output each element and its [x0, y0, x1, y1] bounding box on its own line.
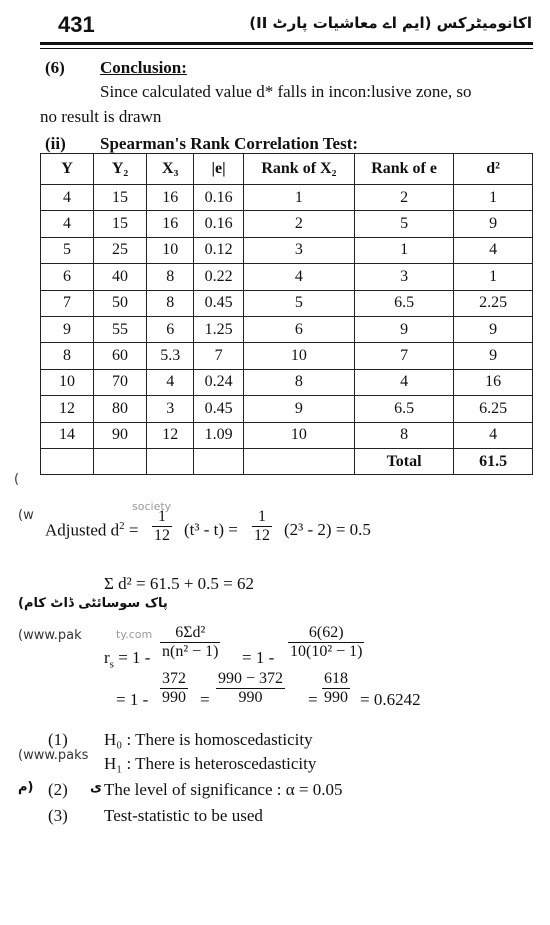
table-cell: 0.22 — [194, 264, 243, 290]
table-cell: 12 — [147, 422, 194, 448]
table-cell: 55 — [94, 316, 147, 342]
adjusted-d2-label: Adjusted $d^2$ = — [45, 520, 139, 540]
table-cell: 0.16 — [194, 211, 243, 237]
table-cell: 4 — [454, 422, 533, 448]
table-cell: 60 — [94, 343, 147, 369]
header-abs-e: |e| — [194, 154, 243, 185]
table-cell: 4 — [243, 264, 354, 290]
section-number: (6) — [45, 58, 65, 77]
table-cell: 5 — [41, 237, 94, 263]
header-rule-thin — [40, 48, 533, 49]
table-cell: 70 — [94, 369, 147, 395]
subsection-number: (ii) — [45, 134, 66, 153]
table-cell: 8 — [41, 343, 94, 369]
table-row — [41, 211, 533, 237]
table-cell — [194, 448, 243, 474]
table-cell: 0.24 — [194, 369, 243, 395]
table-row — [41, 343, 533, 369]
table-cell: 1 — [454, 185, 533, 211]
table-cell: 3 — [147, 396, 194, 422]
significance-level: The level of significance : α = 0.05 — [104, 780, 343, 799]
table-row — [41, 237, 533, 263]
table-cell: 4 — [454, 237, 533, 263]
table-cell: 10 — [147, 237, 194, 263]
rs-fraction-2: $\frac{6(62)}{\text{10(10² − 1)}}$ — [290, 624, 363, 660]
adjusted-fraction-1: $\frac{1}{12}$ — [154, 508, 170, 544]
table-cell: 7 — [354, 343, 453, 369]
margin-paren: ( — [14, 472, 20, 487]
header-rank-x2: Rank of X₂ — [243, 154, 354, 185]
adjusted-result: (2³ - 2) = 0.5 — [284, 520, 371, 539]
table-row — [41, 290, 533, 316]
header-d2: d² — [454, 154, 533, 185]
table-cell: 4 — [354, 369, 453, 395]
table-cell: 50 — [94, 290, 147, 316]
table-cell: 16 — [147, 211, 194, 237]
table-cell: 40 — [94, 264, 147, 290]
table-cell: 6 — [147, 316, 194, 342]
table-total-row — [41, 448, 533, 474]
adjusted-fraction-2: $\frac{1}{12}$ — [254, 508, 270, 544]
header-y2: Y₂ — [94, 154, 147, 185]
rs-line3-fraction-2: $\frac{990 - 372}{990}$ — [218, 670, 284, 706]
item-number: (1) — [48, 730, 68, 749]
table-cell: 5 — [243, 290, 354, 316]
section-title: Conclusion: — [100, 58, 187, 77]
table-cell: 8 — [243, 369, 354, 395]
table-header-row — [41, 154, 533, 185]
table-cell: 0.45 — [194, 290, 243, 316]
rs-line3-fraction-3: $\frac{618}{990}$ — [324, 670, 348, 706]
table-cell: 3 — [243, 237, 354, 263]
rs-fraction-1: $\frac{\text{6Σd²}}{\text{n(n² − 1)}}$ — [162, 624, 219, 660]
hypothesis-h1: H₁ : There is heteroscedasticity — [104, 754, 317, 773]
table-cell: 6.5 — [354, 396, 453, 422]
subsection-title: Spearman's Rank Correlation Test: — [100, 134, 359, 153]
total-value: 61.5 — [454, 448, 533, 474]
table-cell: 15 — [94, 211, 147, 237]
table-cell: 9 — [41, 316, 94, 342]
table-row — [41, 369, 533, 395]
item-number: (2) — [48, 780, 68, 799]
table-cell: 2 — [243, 211, 354, 237]
margin-watermark-y: ی — [90, 780, 102, 795]
table-cell: 90 — [94, 422, 147, 448]
table-cell: 8 — [147, 264, 194, 290]
margin-watermark-m: (م — [18, 780, 34, 795]
table-cell: 3 — [354, 264, 453, 290]
table-cell: 4 — [147, 369, 194, 395]
sum-d2-equation: Σ d² = 61.5 + 0.5 = 62 — [104, 574, 255, 593]
rs-final-result: = 0.6242 — [360, 690, 421, 709]
hypothesis-h0: H₀ : There is homoscedasticity — [104, 730, 313, 749]
conclusion-line-2: no result is drawn — [40, 107, 162, 126]
table-cell: 9 — [454, 211, 533, 237]
table-cell: 1 — [243, 185, 354, 211]
table-cell: 6 — [243, 316, 354, 342]
header-rank-e: Rank of e — [354, 154, 453, 185]
table-cell: 1 — [354, 237, 453, 263]
rs-label: $r_s = 1$ - — [104, 648, 151, 671]
equals-sign: = — [200, 690, 210, 709]
table-cell: 80 — [94, 396, 147, 422]
table-cell: 10 — [243, 343, 354, 369]
table-cell: 9 — [354, 316, 453, 342]
table-cell: 2.25 — [454, 290, 533, 316]
table-row — [41, 264, 533, 290]
total-label: Total — [354, 448, 453, 474]
urdu-watermark: پاک سوسائٹی ڈاٹ کام) — [18, 596, 168, 611]
header-x3: X₃ — [147, 154, 194, 185]
table-cell: 6.25 — [454, 396, 533, 422]
rs-mid: = 1 - — [242, 648, 275, 667]
table-cell: 10 — [243, 422, 354, 448]
table-cell: 0.45 — [194, 396, 243, 422]
rs-line3-fraction-1: $\frac{372}{990}$ — [162, 670, 186, 706]
table-cell: 1 — [454, 264, 533, 290]
rs-line3-prefix: = 1 - — [116, 690, 149, 709]
table-cell: 4 — [41, 211, 94, 237]
header-rule-thick — [40, 42, 533, 45]
margin-watermark-www-2: (www.paks — [18, 748, 89, 763]
adjusted-term: (t³ - t) = — [184, 520, 238, 539]
table-row — [41, 316, 533, 342]
table-cell: 6.5 — [354, 290, 453, 316]
test-statistic-line: Test-statistic to be used — [104, 806, 263, 825]
table-cell: 14 — [41, 422, 94, 448]
table-cell: 8 — [354, 422, 453, 448]
equals-sign: = — [308, 690, 318, 709]
table-cell: 2 — [354, 185, 453, 211]
table-cell: 9 — [454, 316, 533, 342]
table-cell: 12 — [41, 396, 94, 422]
table-cell — [243, 448, 354, 474]
table-cell: 9 — [243, 396, 354, 422]
rank-correlation-table — [40, 153, 533, 475]
table-cell: 6 — [41, 264, 94, 290]
table-cell: 7 — [194, 343, 243, 369]
table-cell — [41, 448, 94, 474]
table-cell: 16 — [147, 185, 194, 211]
table-cell: 10 — [41, 369, 94, 395]
table-cell: 1.25 — [194, 316, 243, 342]
table-cell: 5.3 — [147, 343, 194, 369]
page-number: 431 — [58, 12, 95, 37]
table-cell: 0.12 — [194, 237, 243, 263]
table-cell — [147, 448, 194, 474]
table-body — [41, 185, 533, 449]
faint-watermark-2: ty.com — [116, 628, 153, 641]
table-cell: 25 — [94, 237, 147, 263]
table-row — [41, 396, 533, 422]
table-cell: 7 — [41, 290, 94, 316]
table-row — [41, 185, 533, 211]
conclusion-line-1: Since calculated value d* falls in incon:lusive zone, so — [100, 82, 472, 101]
table-cell: 4 — [41, 185, 94, 211]
table-cell: 8 — [147, 290, 194, 316]
table-cell — [94, 448, 147, 474]
table-cell: 0.16 — [194, 185, 243, 211]
table-cell: 9 — [454, 343, 533, 369]
faint-watermark-1: society — [132, 500, 172, 513]
running-header-title: اکانومیٹرکس (ایم اے معاشیات پارٹ II) — [249, 14, 532, 32]
table-cell: 16 — [454, 369, 533, 395]
margin-watermark-w: (w — [18, 508, 34, 523]
margin-watermark-www-1: (www.pak — [18, 628, 82, 643]
table-cell: 1.09 — [194, 422, 243, 448]
item-number: (3) — [48, 806, 68, 825]
header-y: Y — [41, 154, 94, 185]
table-cell: 15 — [94, 185, 147, 211]
table-row — [41, 422, 533, 448]
table-cell: 5 — [354, 211, 453, 237]
